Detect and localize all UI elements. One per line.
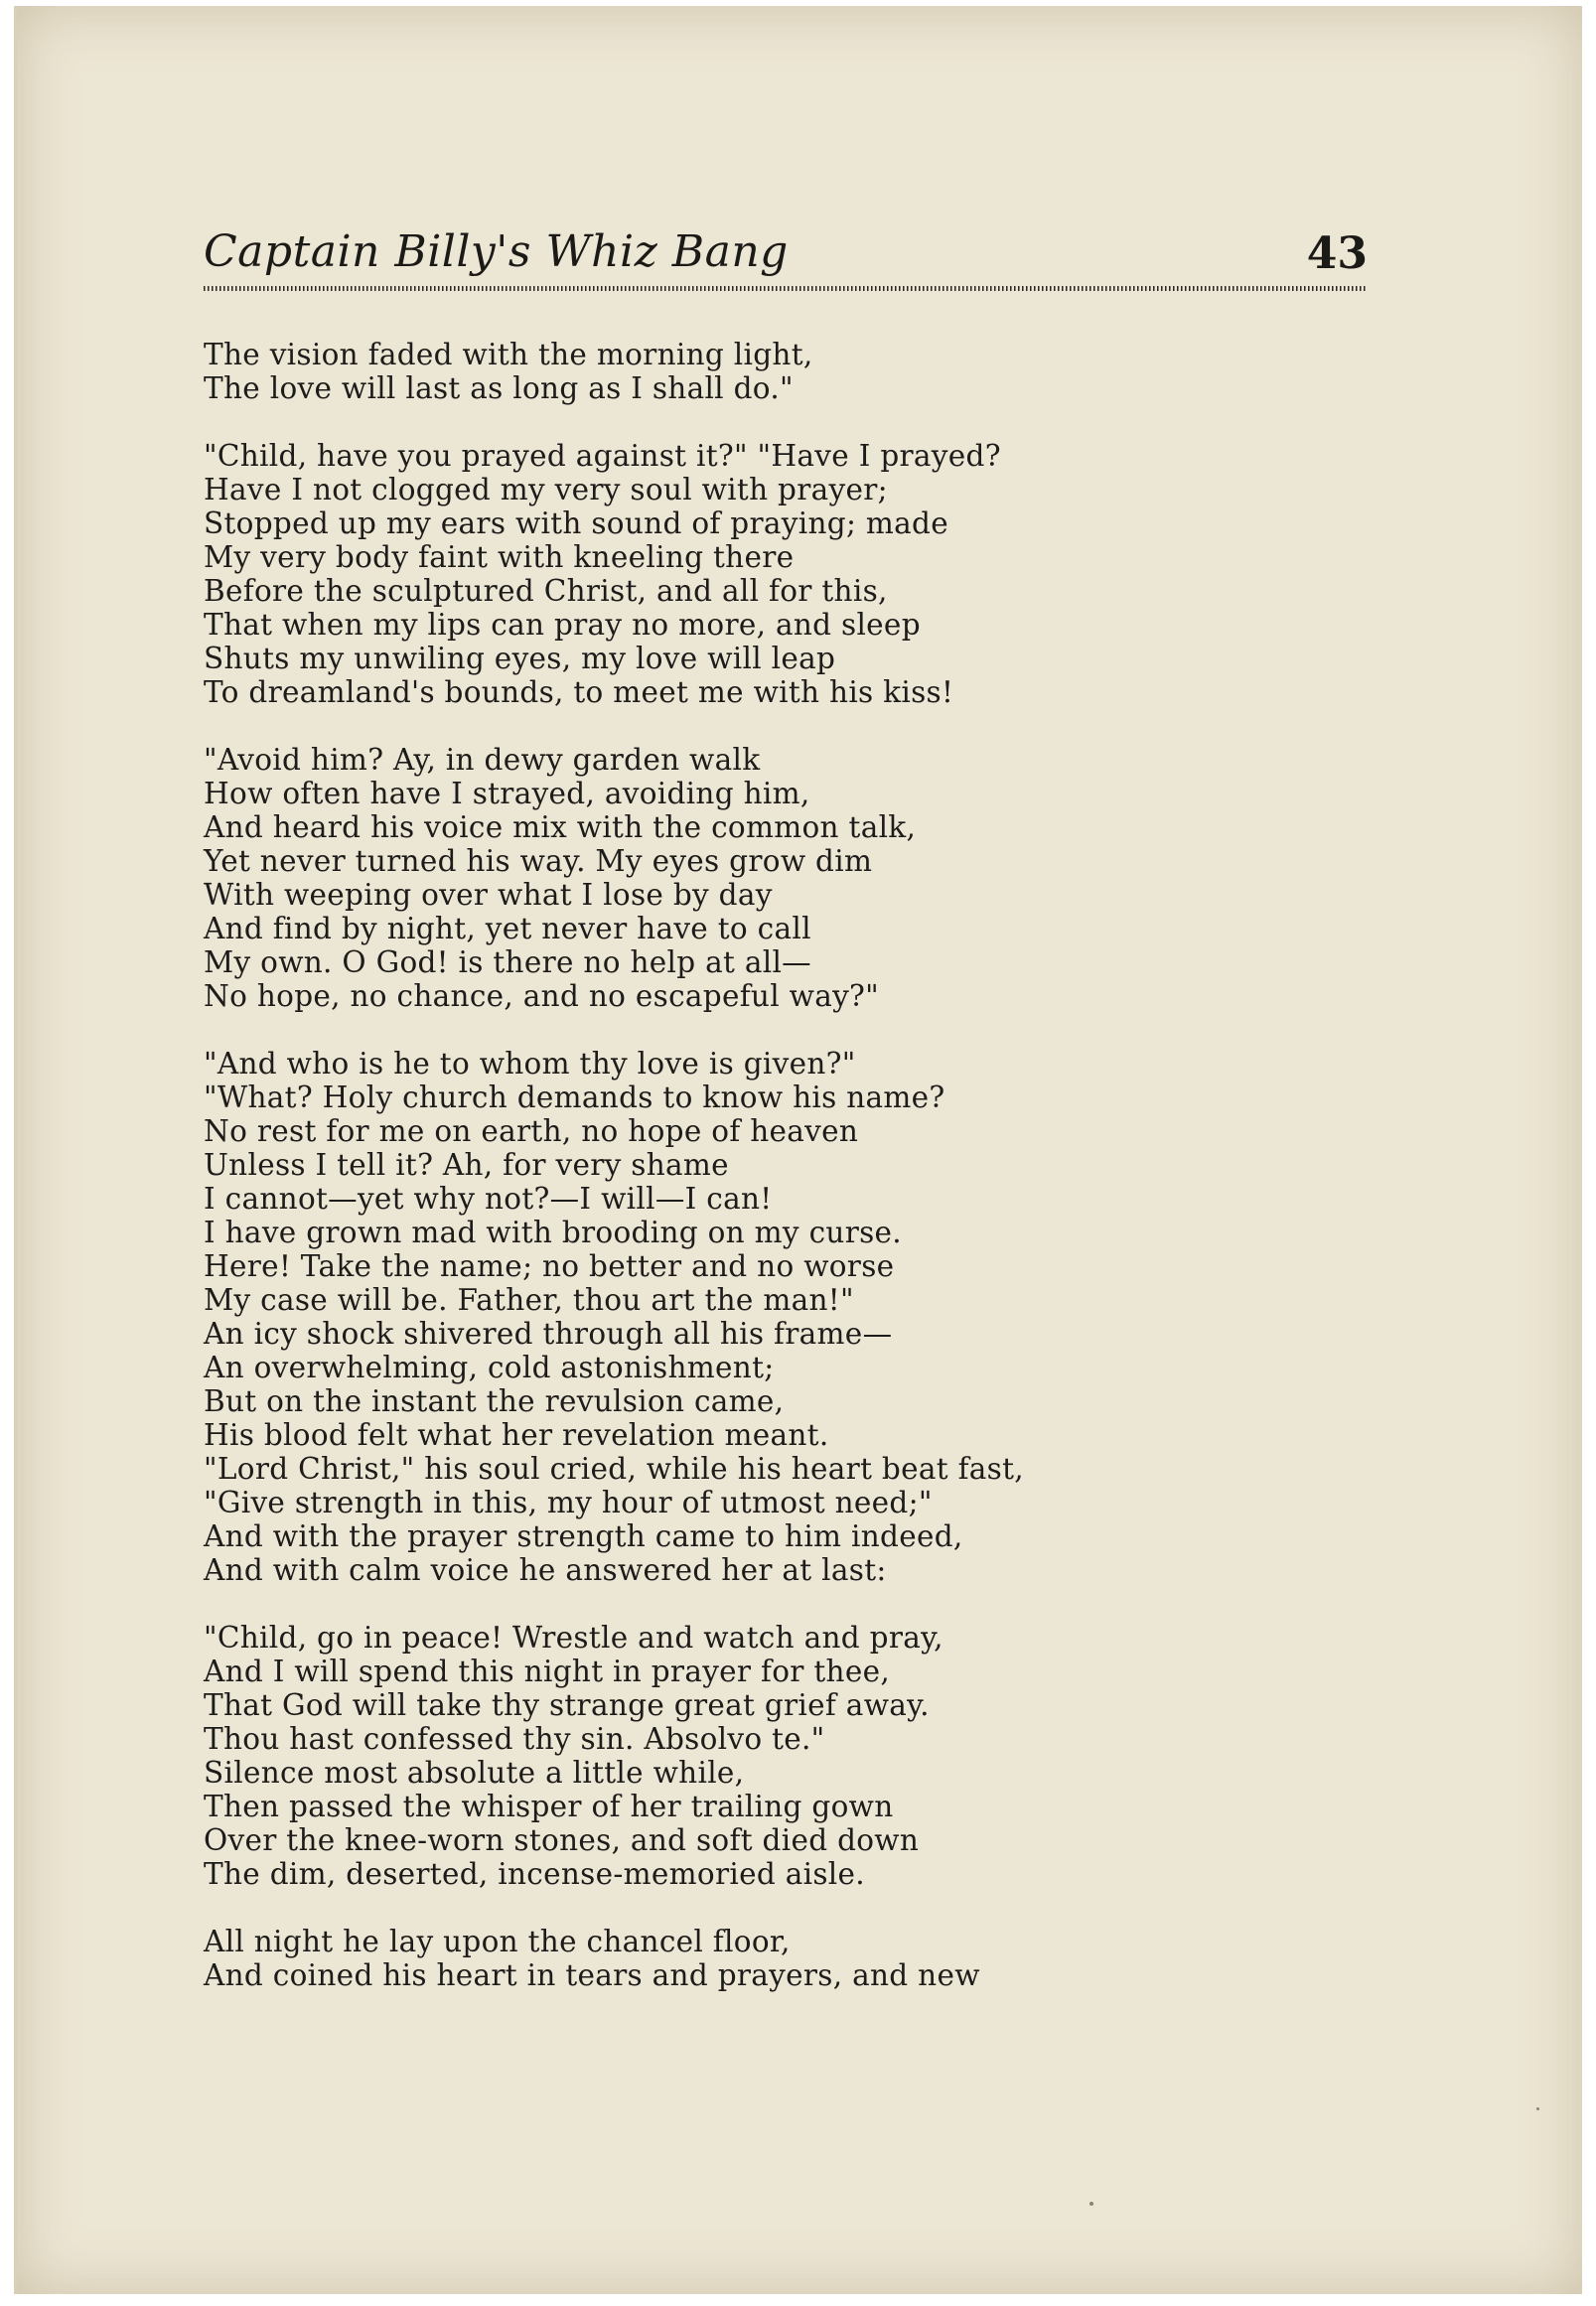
running-title: Captain Billy's Whiz Bang bbox=[204, 226, 789, 277]
header-rule bbox=[204, 286, 1368, 291]
verse-line: Silence most absolute a little while, bbox=[204, 1756, 745, 1790]
verse-line: The dim, deserted, incense-memoried aisle. bbox=[204, 1857, 865, 1891]
verse-line: I have grown mad with brooding on my curse. bbox=[204, 1216, 902, 1249]
verse-line: No rest for me on earth, no hope of heaven bbox=[204, 1114, 859, 1148]
stanza bbox=[204, 439, 1395, 709]
verse-line: Over the knee-worn stones, and soft died down bbox=[204, 1823, 920, 1857]
verse-line: Unless I tell it? Ah, for very shame bbox=[204, 1148, 729, 1182]
verse-line: "Child, have you prayed against it?" "Have I prayed? bbox=[204, 439, 1001, 473]
verse-line: Stopped up my ears with sound of praying; made bbox=[204, 506, 948, 540]
verse-line: Thou hast confessed thy sin. Absolvo te." bbox=[204, 1722, 825, 1756]
verse-line: Have I not clogged my very soul with prayer; bbox=[204, 473, 888, 506]
verse-line: To dreamland's bounds, to meet me with his kiss! bbox=[204, 675, 954, 709]
verse-line: Shuts my unwiling eyes, my love will leap bbox=[204, 642, 836, 675]
verse-line: All night he lay upon the chancel floor, bbox=[204, 1925, 791, 1958]
verse-line: Yet never turned his way. My eyes grow dim bbox=[204, 844, 873, 878]
stanza bbox=[204, 338, 1395, 405]
verse-line: And with the prayer strength came to him indeed, bbox=[204, 1519, 963, 1553]
verse-line: Then passed the whisper of her trailing gown bbox=[204, 1790, 894, 1823]
verse-line: "What? Holy church demands to know his name? bbox=[204, 1081, 945, 1114]
verse-line: "And who is he to whom thy love is given?" bbox=[204, 1047, 856, 1081]
verse-line: An overwhelming, cold astonishment; bbox=[204, 1351, 775, 1384]
verse-line: And coined his heart in tears and prayers, and new bbox=[204, 1958, 980, 1992]
stanza bbox=[204, 1621, 1395, 1891]
verse-line: His blood felt what her revelation meant. bbox=[204, 1418, 829, 1452]
verse-line: "Child, go in peace! Wrestle and watch and pray, bbox=[204, 1621, 943, 1655]
verse-line: "Avoid him? Ay, in dewy garden walk bbox=[204, 743, 761, 777]
stanza bbox=[204, 1047, 1395, 1587]
stanza bbox=[204, 743, 1395, 1013]
verse-line: That when my lips can pray no more, and sleep bbox=[204, 608, 921, 642]
verse-line: My own. O God! is there no help at all— bbox=[204, 945, 811, 979]
verse-line: With weeping over what I lose by day bbox=[204, 878, 773, 912]
verse-line: "Give strength in this, my hour of utmost need;" bbox=[204, 1486, 933, 1519]
verse-line: The love will last as long as I shall do." bbox=[204, 371, 794, 405]
verse-line: That God will take thy strange great grief away. bbox=[204, 1688, 930, 1722]
paper-speck bbox=[1536, 2107, 1539, 2110]
verse-line: My very body faint with kneeling there bbox=[204, 540, 795, 574]
verse-line: And find by night, yet never have to call bbox=[204, 912, 811, 945]
paper-speck bbox=[1089, 2202, 1093, 2206]
verse-line: I cannot—yet why not?—I will—I can! bbox=[204, 1182, 773, 1216]
verse-line: But on the instant the revulsion came, bbox=[204, 1384, 785, 1418]
verse-line: Before the sculptured Christ, and all for this, bbox=[204, 574, 888, 608]
stanza bbox=[204, 1925, 1395, 1992]
poem-body bbox=[204, 338, 1395, 1992]
verse-line: An icy shock shivered through all his frame— bbox=[204, 1317, 893, 1351]
verse-line: Here! Take the name; no better and no worse bbox=[204, 1249, 895, 1283]
verse-line: No hope, no chance, and no escapeful way?" bbox=[204, 979, 880, 1013]
verse-line: "Lord Christ," his soul cried, while his heart beat fast, bbox=[204, 1452, 1024, 1486]
verse-line: And heard his voice mix with the common talk, bbox=[204, 810, 917, 844]
verse-line: And with calm voice he answered her at last: bbox=[204, 1553, 887, 1587]
verse-line: The vision faded with the morning light, bbox=[204, 338, 813, 371]
verse-line: My case will be. Father, thou art the man!" bbox=[204, 1283, 854, 1317]
page-number: 43 bbox=[1306, 228, 1368, 279]
verse-line: And I will spend this night in prayer for thee, bbox=[204, 1655, 891, 1688]
page-header bbox=[204, 226, 1368, 296]
verse-line: How often have I strayed, avoiding him, bbox=[204, 777, 810, 810]
